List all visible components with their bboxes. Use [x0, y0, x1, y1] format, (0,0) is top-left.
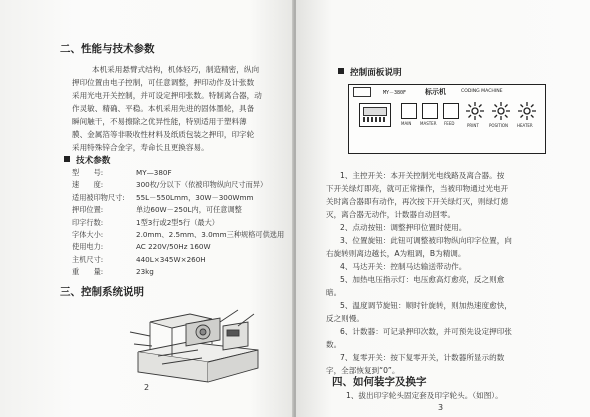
- square-bullet-icon: [64, 156, 70, 162]
- perf-line: 采用特殊锌合金字，寿命长且更换容易。: [72, 143, 209, 152]
- spec-key: 字体大小:: [72, 229, 104, 239]
- panel-item-line: 4、马达开关：控制马达输送带动作。: [340, 262, 467, 271]
- print-knob-icon[interactable]: [465, 101, 485, 121]
- panel-brand-en: CODING MACHINE: [461, 89, 503, 94]
- panel-model: MY－380F: [383, 90, 407, 96]
- spec-value: 2.0mm、2.5mm、3.0mm三种规格可供选用: [136, 229, 285, 239]
- spec-value: 300枚/分以下（依被印物纵向尺寸而异）: [136, 180, 268, 190]
- panel-brand: 标示机: [425, 88, 446, 96]
- spec-value: 单边60W－250L内，可任意调整: [136, 205, 242, 215]
- square-bullet-icon: [338, 68, 344, 74]
- tech-params-heading: 技术参数: [64, 154, 110, 166]
- spec-key: 重 量:: [72, 267, 104, 277]
- heater-knob-icon[interactable]: [517, 101, 537, 121]
- spec-key: 押印位置:: [72, 205, 104, 215]
- panel-item-line: 灭，离合器无动作，计数器自动回零。: [326, 210, 456, 219]
- perf-line: 本机采用悬臂式结构，机体轻巧，制造精密，纵向: [92, 65, 260, 74]
- spec-value: AC 220V/50Hz 160W: [136, 242, 211, 252]
- print-knob-label: PRINT: [467, 123, 479, 128]
- panel-item-line: 右旋转则离边越长，A为粗调，B为精调。: [326, 249, 466, 258]
- perf-line: 押印位置由电子控制，可任意调整，押印动作及计张数: [72, 78, 255, 87]
- perf-line: 采用光电开关控制，并可设定押印张数。特制离合器，动: [72, 91, 262, 100]
- feed-button-label: FEED: [444, 121, 455, 126]
- page-number: 2: [144, 383, 150, 392]
- perf-line: 瞬间触干，不易擦除之优异性能，特别适用于塑料薄: [72, 117, 247, 126]
- right-page: [296, 0, 590, 417]
- machine-illustration: [128, 292, 268, 384]
- master-button[interactable]: [422, 103, 438, 119]
- panel-item-line: 数。: [326, 340, 342, 349]
- position-knob-label: POSITION: [489, 123, 509, 128]
- counter-display: [359, 103, 391, 127]
- page-number: 3: [438, 403, 444, 412]
- master-button-label: MASTER: [420, 121, 437, 126]
- perf-line: 作灵敏、精确、平稳。本机采用先进的固体墨轮，具备: [72, 104, 255, 113]
- perf-line: 膜、金属箔等非吸收性材料及纸质包装之押印，印字轮: [72, 130, 255, 139]
- heater-knob-label: HEATER: [517, 123, 533, 128]
- main-button-label: MAIN: [401, 121, 412, 126]
- panel-item-line: 暗。: [326, 288, 342, 297]
- control-panel-diagram: [348, 84, 546, 154]
- panel-item-line: 下开关绿灯即亮，就可正常操作，当被印物通过光电开: [326, 184, 509, 193]
- spec-key: 印字行数:: [72, 217, 104, 227]
- spec-value: 440L×345W×260H: [136, 254, 206, 264]
- spec-key: 型 号:: [72, 168, 104, 177]
- spec-key: 主机尺寸:: [72, 254, 104, 264]
- section-heading-performance: 二、性能与技术参数: [60, 43, 155, 55]
- position-knob-icon[interactable]: [491, 101, 511, 121]
- feed-button[interactable]: [443, 103, 459, 119]
- panel-item-line: 5、加热电压指示灯：电压愈高灯愈亮，反之则愈: [340, 275, 505, 284]
- spec-value: 23kg: [136, 267, 154, 277]
- spec-key: 适用被印物尺寸:: [72, 192, 125, 202]
- panel-item-line: 3、位置旋钮：此钮可调整被印物纵向印字位置，向: [340, 236, 512, 245]
- panel-description-heading: 控制面板说明: [338, 66, 402, 78]
- spec-value: 1型3行或2型5行（最大）: [136, 217, 219, 227]
- main-button[interactable]: [401, 103, 417, 119]
- panel-item-line: 1、主控开关：本开关控制光电线路及离合器。按: [340, 171, 505, 180]
- panel-item-line: 反之则慢。: [326, 314, 364, 323]
- spec-key: 使用电力:: [72, 242, 104, 252]
- panel-item-line: 5、温度调节旋钮：顺时针旋转，则加热速度愈快，: [340, 301, 512, 310]
- spec-key: 速 度:: [72, 180, 104, 190]
- panel-logo: [353, 87, 371, 97]
- spec-value: MY—380F: [136, 168, 172, 177]
- panel-item-line: 字，全部恢复到“0”。: [326, 366, 400, 375]
- type-instruction-line: 1、拔出印字轮头固定套及印字轮头。（如图）。: [346, 391, 503, 400]
- spec-value: 55L－550Lmm，30W－300Wmm: [136, 192, 254, 202]
- panel-item-line: 6、计数器：可记录押印次数，并可预先设定押印张: [340, 327, 512, 336]
- panel-item-line: 7、复零开关：按下复零开关，计数器所显示的数: [340, 353, 505, 362]
- section-heading-control: 三、控制系统说明: [60, 286, 144, 298]
- panel-item-line: 关时离合器即有动作，再次按下开关绿灯灭，则绿灯熄: [326, 197, 509, 206]
- section-heading-type: 四、如何装字及换字: [332, 376, 427, 388]
- left-page: [0, 0, 294, 417]
- panel-item-line: 2、点动按钮：调整押印位置时使用。: [340, 223, 467, 232]
